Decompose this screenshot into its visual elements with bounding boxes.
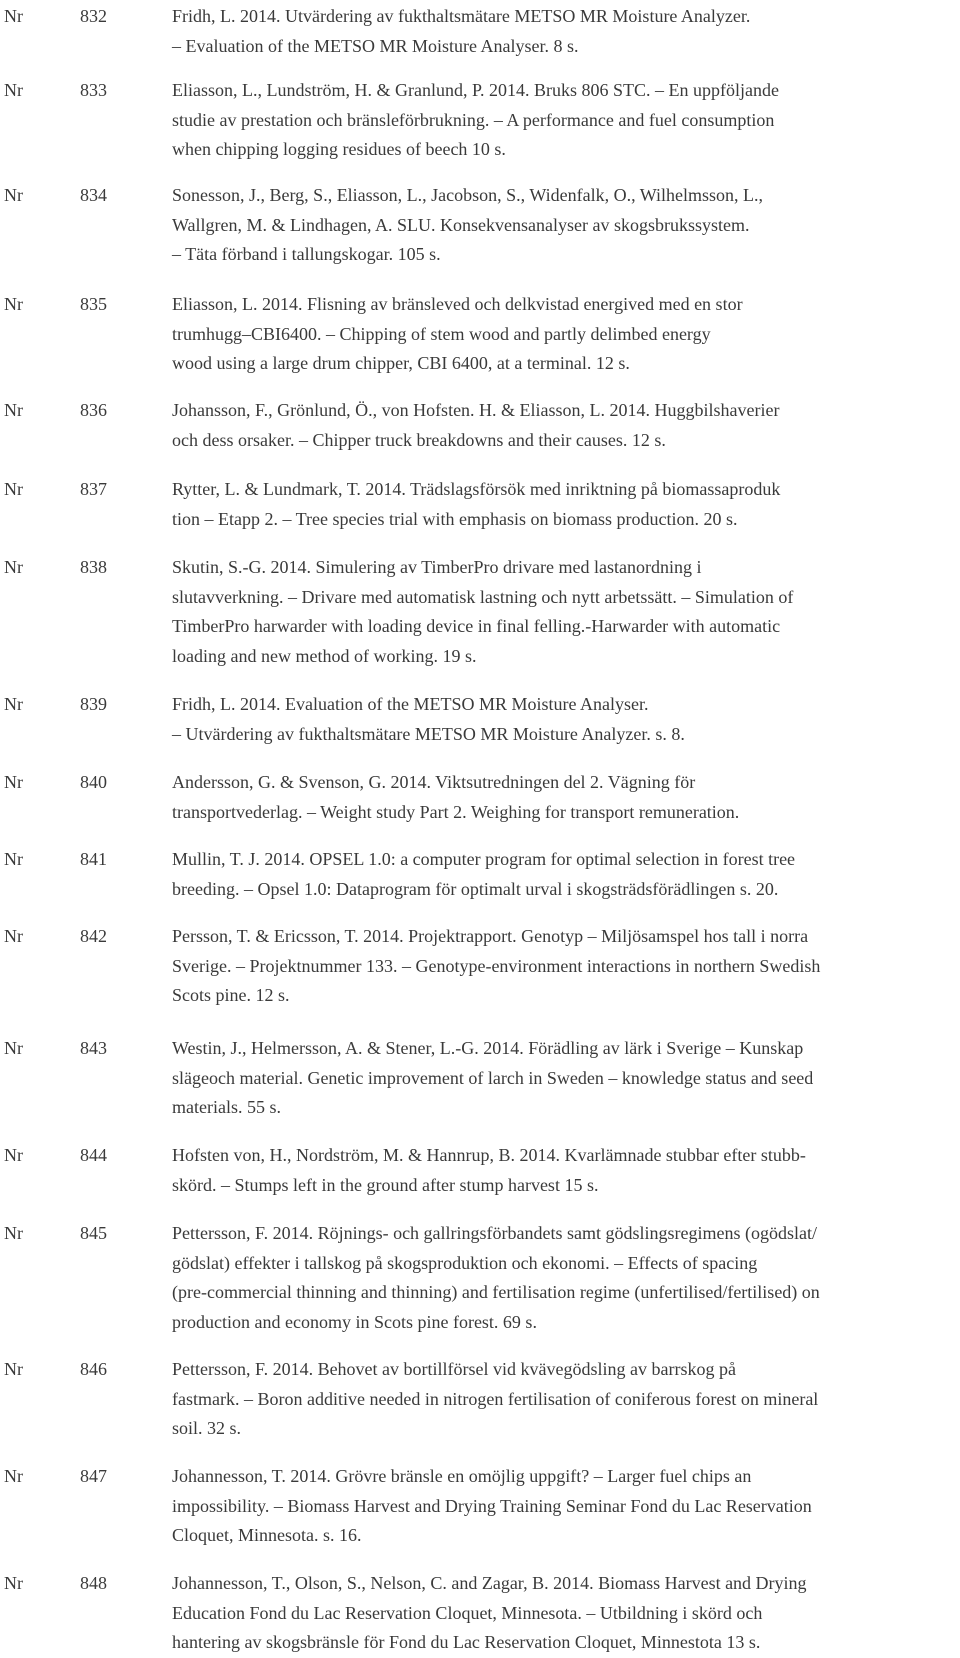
entry-reference [172, 396, 956, 455]
reference-line: soil. 32 s. [172, 1418, 242, 1438]
entry-reference [172, 290, 956, 379]
reference-line: Johannesson, T. 2014. Grövre bränsle en omöjlig uppgift? – Larger fuel chips an [172, 1466, 752, 1486]
reference-line: fastmark. – Boron additive needed in nitrogen fertilisation of coniferous forest on mineral [172, 1388, 819, 1409]
reference-line: slutavverkning. – Drivare med automatisk lastning och nytt arbetssätt. – Simulation of [172, 586, 794, 607]
entry-number: 833 [80, 80, 107, 100]
reference-line: Sonesson, J., Berg, S., Eliasson, L., Jacobson, S., Widenfalk, O., Wilhelmsson, L., [172, 185, 764, 205]
reference-line: Johansson, F., Grönlund, Ö., von Hofsten. H. & Eliasson, L. 2014. Huggbilshaverier [172, 400, 780, 420]
entry-prefix: Nr [4, 294, 23, 314]
entry-number: 841 [80, 849, 107, 869]
entry-prefix: Nr [4, 772, 23, 792]
entry-prefix: Nr [4, 479, 23, 499]
reference-line: (pre-commercial thinning and thinning) and fertilisation regime (unfertilised/fertilised) on [172, 1282, 820, 1302]
reference-line: Hofsten von, H., Nordström, M. & Hannrup, B. 2014. Kvarlämnade stubbar efter stubb- [172, 1145, 806, 1165]
reference-line: hantering av skogsbränsle för Fond du Lac Reservation Cloquet, Minnestota 13 s. [172, 1632, 761, 1652]
reference-line: production and economy in Scots pine forest. 69 s. [172, 1311, 537, 1332]
entry-number: 839 [80, 694, 107, 714]
entry-number: 848 [80, 1573, 107, 1593]
entry-prefix: Nr [4, 1466, 23, 1486]
reference-line: Andersson, G. & Svenson, G. 2014. Viktsutredningen del 2. Vägning för [172, 772, 696, 792]
reference-line: Skutin, S.-G. 2014. Simulering av TimberPro drivare med lastanordning i [172, 557, 702, 577]
entry-number: 846 [80, 1359, 107, 1379]
entry-prefix: Nr [4, 6, 23, 26]
reference-line: – Utvärdering av fukthaltsmätare METSO MR Moisture Analyzer. s. 8. [172, 723, 685, 744]
entry-reference [172, 1355, 956, 1444]
reference-line: Johannesson, T., Olson, S., Nelson, C. and Zagar, B. 2014. Biomass Harvest and Drying [172, 1573, 807, 1593]
entry-reference [172, 1569, 956, 1658]
reference-line: gödslat) effekter i tallskog på skogsproduktion och ekonomi. – Effects of spacing [172, 1252, 758, 1273]
entry-reference [172, 1462, 956, 1551]
entry-reference [172, 1141, 956, 1200]
entry-prefix: Nr [4, 1573, 23, 1593]
reference-line: Eliasson, L. 2014. Flisning av bränsleved och delkvistad energived med en stor [172, 294, 743, 314]
reference-line: Westin, J., Helmersson, A. & Stener, L.-G. 2014. Förädling av lärk i Sverige – Kunskap [172, 1038, 804, 1058]
reference-line: skörd. – Stumps left in the ground after stump harvest 15 s. [172, 1174, 599, 1195]
entry-reference [172, 181, 956, 270]
entry-number: 847 [80, 1466, 107, 1486]
entry-reference [172, 475, 956, 534]
reference-line: Eliasson, L., Lundström, H. & Granlund, P. 2014. Bruks 806 STC. – En uppföljande [172, 80, 779, 100]
entry-prefix: Nr [4, 849, 23, 869]
reference-line: trumhugg–CBI6400. – Chipping of stem wood and partly delimbed energy [172, 323, 711, 344]
entry-reference [172, 768, 956, 827]
entry-number: 840 [80, 772, 107, 792]
entry-reference [172, 690, 956, 749]
reference-line: studie av prestation och bränsleförbrukning. – A performance and fuel consumption [172, 109, 775, 130]
reference-line: tion – Etapp 2. – Tree species trial with emphasis on biomass production. 20 s. [172, 508, 738, 529]
entry-reference [172, 845, 956, 904]
reference-line: Persson, T. & Ericsson, T. 2014. Projektrapport. Genotyp – Miljösamspel hos tall i norra [172, 926, 809, 946]
entry-prefix: Nr [4, 694, 23, 714]
entry-reference [172, 1034, 956, 1123]
reference-line: when chipping logging residues of beech 10 s. [172, 139, 506, 159]
entry-number: 838 [80, 557, 107, 577]
reference-line: impossibility. – Biomass Harvest and Drying Training Seminar Fond du Lac Reservation [172, 1495, 812, 1516]
entry-number: 842 [80, 926, 107, 946]
entry-reference [172, 2, 956, 61]
entry-number: 837 [80, 479, 107, 499]
entry-reference [172, 553, 956, 671]
entry-number: 836 [80, 400, 107, 420]
entry-number: 832 [80, 6, 107, 26]
entry-reference [172, 922, 956, 1011]
reference-line: transportvederlag. – Weight study Part 2. Weighing for transport remuneration. [172, 801, 740, 822]
reference-line: loading and new method of working. 19 s. [172, 645, 477, 666]
entry-number: 835 [80, 294, 107, 314]
reference-line: Fridh, L. 2014. Utvärdering av fukthaltsmätare METSO MR Moisture Analyzer. [172, 6, 751, 26]
reference-line: wood using a large drum chipper, CBI 6400, at a terminal. 12 s. [172, 353, 630, 373]
reference-line: TimberPro harwarder with loading device in final felling.-Harwarder with automatic [172, 616, 781, 636]
entry-reference [172, 1219, 956, 1337]
reference-line: materials. 55 s. [172, 1097, 281, 1117]
entry-prefix: Nr [4, 1359, 23, 1379]
reference-line: Fridh, L. 2014. Evaluation of the METSO MR Moisture Analyser. [172, 694, 649, 714]
entry-reference [172, 76, 956, 165]
reference-line: och dess orsaker. – Chipper truck breakdowns and their causes. 12 s. [172, 429, 666, 450]
reference-line: Rytter, L. & Lundmark, T. 2014. Trädslagsförsök med inriktning på biomassaproduk [172, 479, 781, 499]
entry-number: 843 [80, 1038, 107, 1058]
reference-line: Mullin, T. J. 2014. OPSEL 1.0: a computer program for optimal selection in forest tree [172, 849, 796, 869]
reference-line: Pettersson, F. 2014. Röjnings- och gallringsförbandets samt gödslingsregimens (ogödslat/ [172, 1223, 818, 1243]
reference-line: Scots pine. 12 s. [172, 985, 290, 1005]
reference-line: Cloquet, Minnesota. s. 16. [172, 1525, 362, 1545]
entry-prefix: Nr [4, 926, 23, 946]
entry-number: 834 [80, 185, 107, 205]
reference-line: breeding. – Opsel 1.0: Dataprogram för optimalt urval i skogsträdsförädlingen s. 20. [172, 878, 779, 899]
entry-prefix: Nr [4, 80, 23, 100]
reference-line: – Evaluation of the METSO MR Moisture Analyser. 8 s. [172, 35, 579, 56]
entry-prefix: Nr [4, 1223, 23, 1243]
reference-line: Wallgren, M. & Lindhagen, A. SLU. Konsekvensanalyser av skogsbrukssystem. [172, 214, 750, 235]
reference-line: slägeoch material. Genetic improvement of larch in Sweden – knowledge status and seed [172, 1067, 814, 1088]
reference-line: Pettersson, F. 2014. Behovet av bortillförsel vid kvävegödsling av barrskog på [172, 1359, 736, 1379]
entry-prefix: Nr [4, 400, 23, 420]
entry-prefix: Nr [4, 557, 23, 577]
entry-number: 845 [80, 1223, 107, 1243]
entry-number: 844 [80, 1145, 107, 1165]
entry-prefix: Nr [4, 1038, 23, 1058]
reference-line: Sverige. – Projektnummer 133. – Genotype-environment interactions in northern Swedish [172, 955, 821, 976]
reference-line: Education Fond du Lac Reservation Cloquet, Minnesota. – Utbildning i skörd och [172, 1602, 763, 1623]
reference-line: – Täta förband i tallungskogar. 105 s. [172, 244, 441, 264]
entry-prefix: Nr [4, 1145, 23, 1165]
entry-prefix: Nr [4, 185, 23, 205]
